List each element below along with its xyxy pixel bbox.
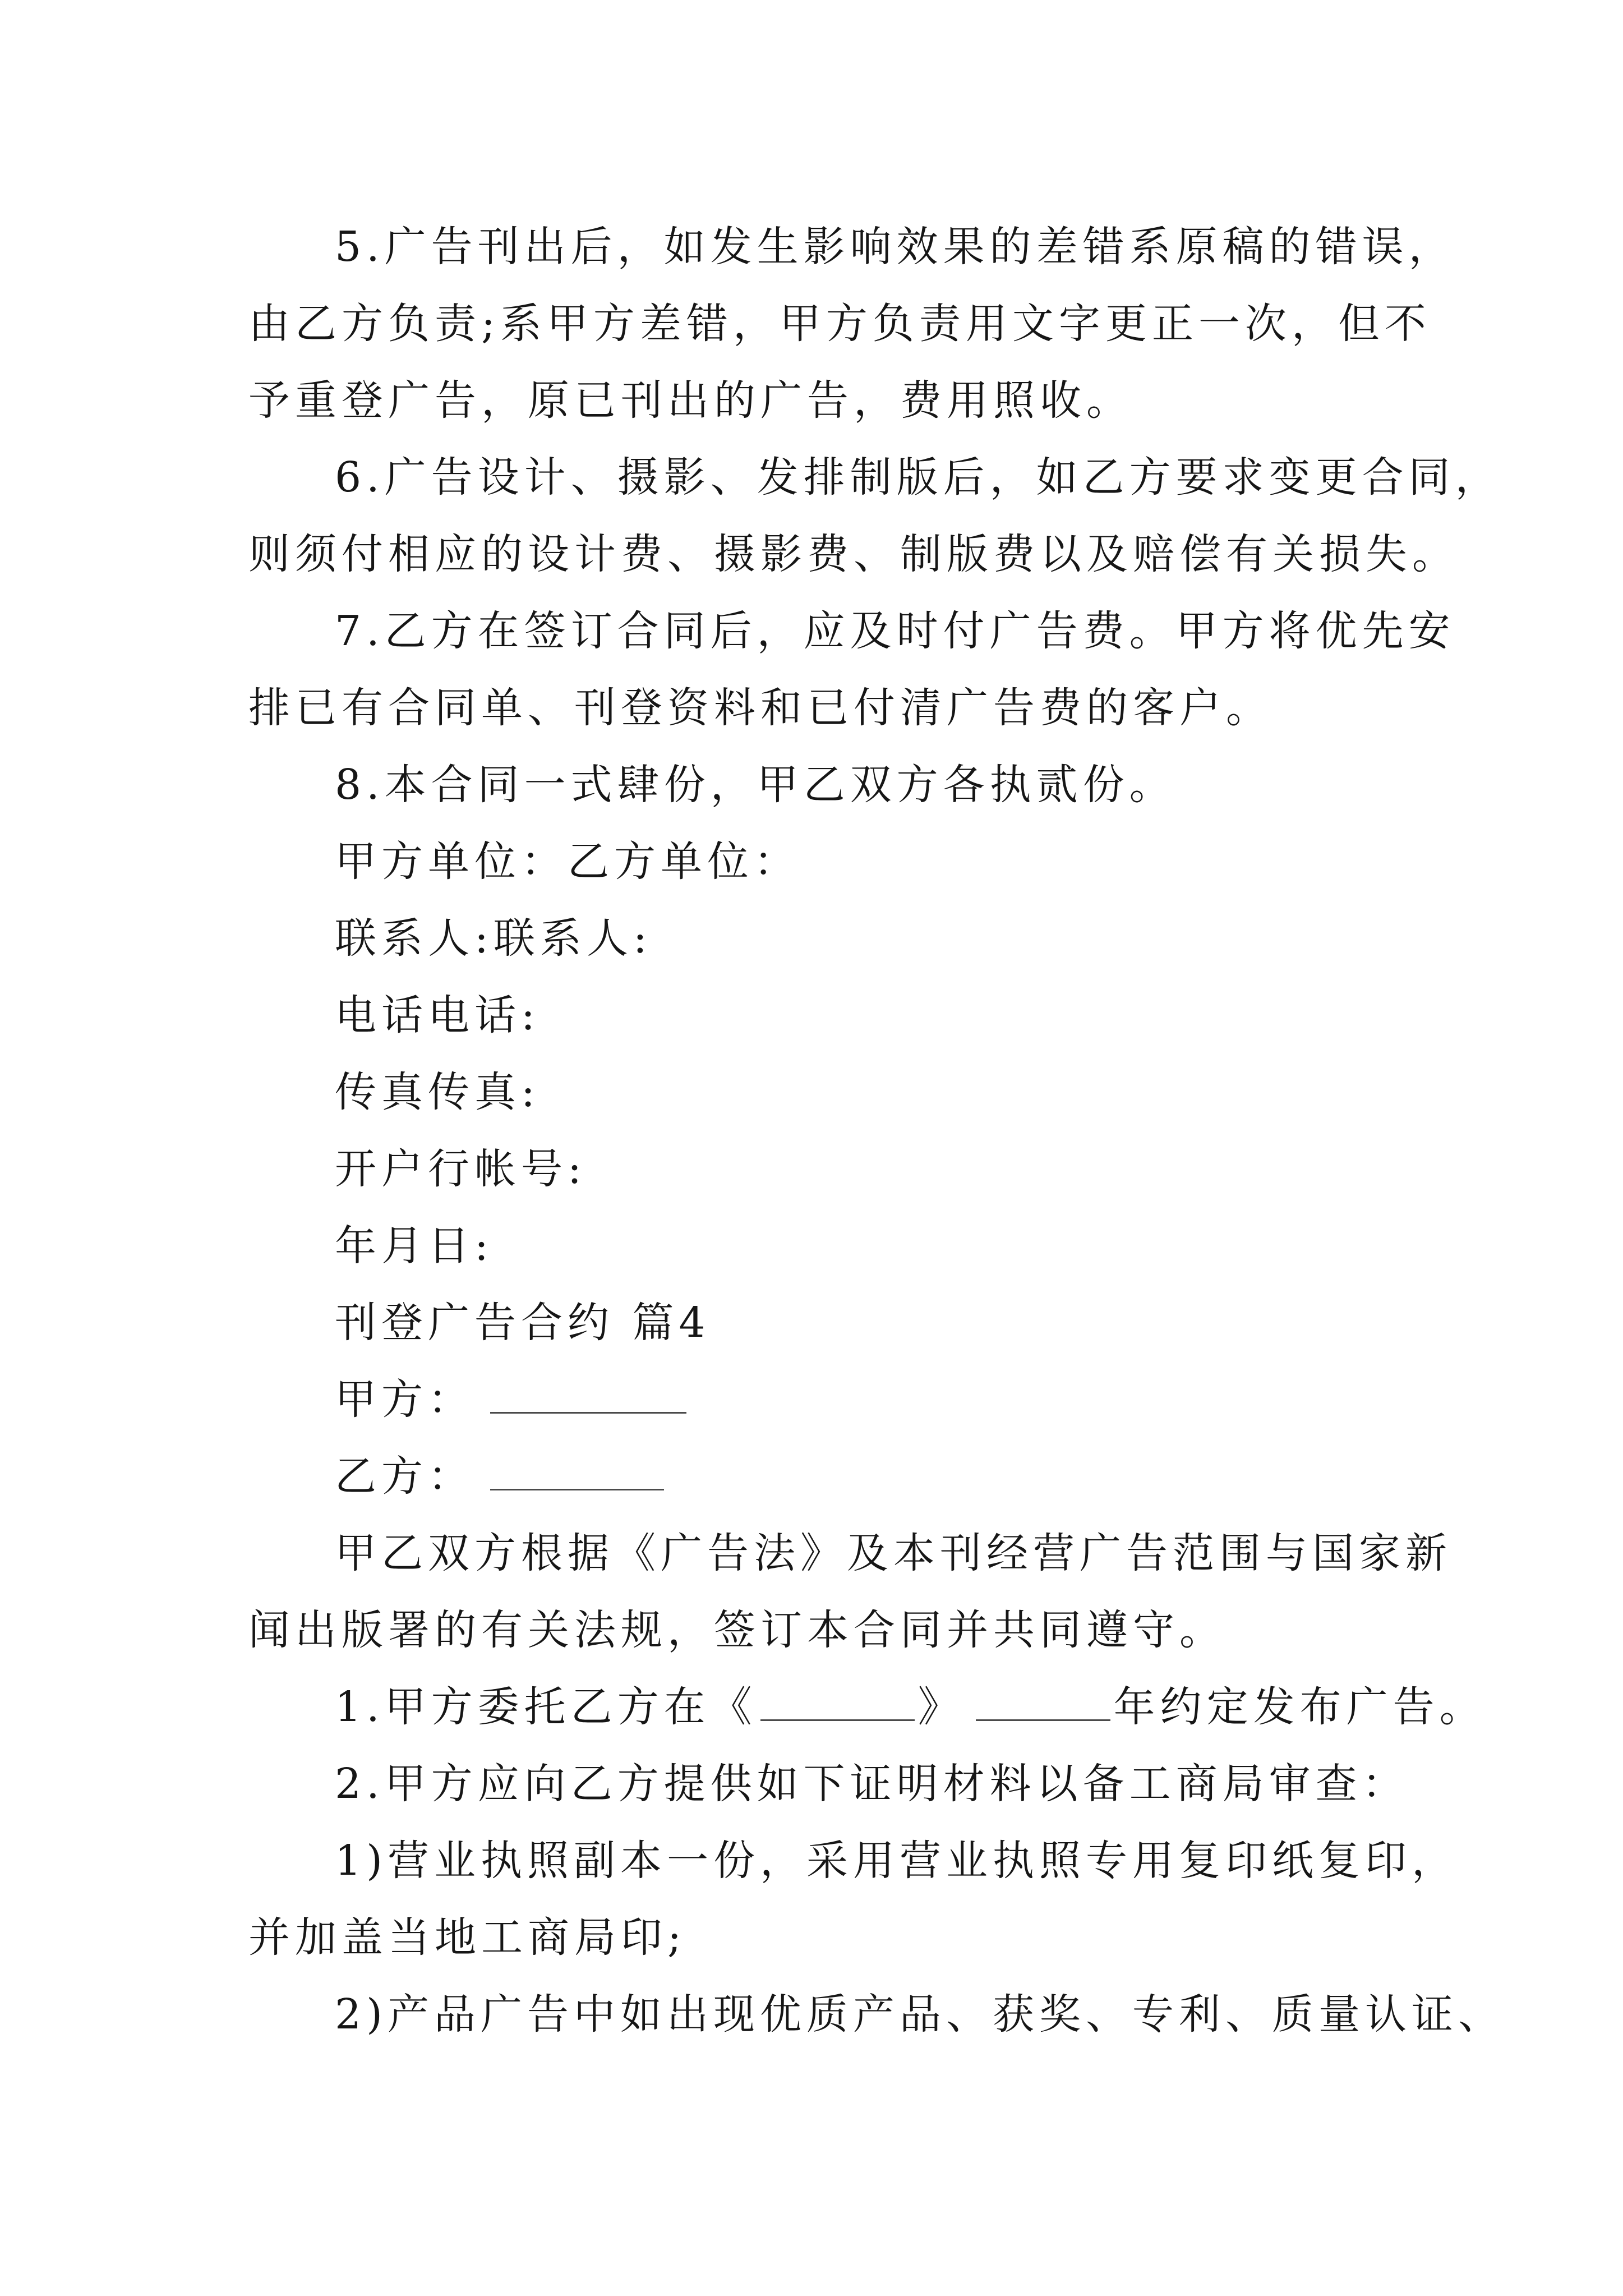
clause-8: 8.本合同一式肆份，甲乙双方各执贰份。 xyxy=(335,761,1176,809)
party-a-row xyxy=(248,1361,1387,1438)
clause-6-line-2: 则须付相应的设计费、摄影费、制版费以及赔偿有关损失。 xyxy=(248,530,1459,578)
item-1-line-1: 1)营业执照副本一份，采用营业执照专用复印纸复印， xyxy=(335,1837,1458,1885)
signature-phones: 电话电话: xyxy=(335,991,540,1039)
party-b-label: 乙方： xyxy=(335,1452,474,1501)
party-b-blank xyxy=(490,1454,664,1490)
section-heading: 刊登广告合约 篇4 xyxy=(335,1299,711,1347)
clause-6-line-1: 6.广告设计、摄影、发排制版后，如乙方要求变更合同， xyxy=(335,453,1502,501)
clause-7-line-1: 7.乙方在签订合同后，应及时付广告费。甲方将优先安 xyxy=(335,607,1455,655)
signature-contacts: 联系人:联系人: xyxy=(335,914,652,963)
signature-date: 年月日: xyxy=(335,1222,494,1270)
signature-units: 甲方单位：乙方单位： xyxy=(335,838,800,886)
item-2-line-1: 2)产品广告中如出现优质产品、获奖、专利、质量认证、 xyxy=(335,1990,1505,2039)
clause-5-line-2: 由乙方负责;系甲方差错，甲方负责用文字更正一次，但不 xyxy=(248,300,1431,348)
signature-bank-account: 开户行帐号: xyxy=(335,1145,587,1193)
agreement-clause-2: 2.甲方应向乙方提供如下证明材料以备工商局审查： xyxy=(335,1760,1409,1808)
agreement-clause-1 xyxy=(248,1669,1486,1746)
item-1-line-2: 并加盖当地工商局印; xyxy=(248,1913,686,1962)
clause-1-prefix: 1.甲方委托乙方在《 xyxy=(335,1683,757,1731)
clause-1-suffix: 年约定发布广告。 xyxy=(1113,1683,1486,1731)
intro-line-2: 闻出版署的有关法规，签订本合同并共同遵守。 xyxy=(248,1606,1226,1654)
signature-faxes: 传真传真: xyxy=(335,1068,540,1116)
clause-7-line-2: 排已有合同单、刊登资料和已付清广告费的客户。 xyxy=(248,684,1272,732)
clause-1-middle: 》 xyxy=(917,1683,965,1731)
party-b-row xyxy=(248,1438,1387,1515)
year-blank xyxy=(976,1685,1110,1721)
intro-line-1: 甲乙双方根据《广告法》及本刊经营广告范围与国家新 xyxy=(335,1529,1452,1577)
party-a-blank xyxy=(490,1377,686,1414)
clause-5-line-1: 5.广告刊出后，如发生影响效果的差错系原稿的错误， xyxy=(335,223,1455,271)
publication-name-blank xyxy=(760,1685,915,1721)
party-a-label: 甲方： xyxy=(335,1375,474,1424)
clause-5-line-3: 予重登广告，原已刊出的广告，费用照收。 xyxy=(248,376,1133,425)
document-body xyxy=(248,209,1505,2053)
